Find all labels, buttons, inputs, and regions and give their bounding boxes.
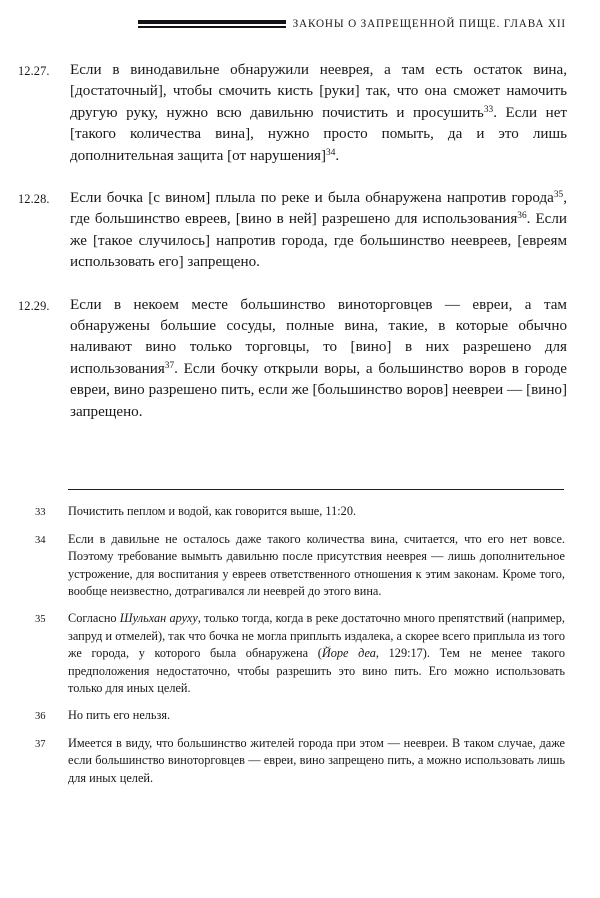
halacha-number: 12.28.: [18, 192, 50, 207]
halacha-number: 12.27.: [18, 64, 50, 78]
footnotes-block: [35, 489, 565, 787]
footnote-number: 34: [35, 534, 46, 546]
running-head: [0, 18, 566, 30]
halacha-text: Если в некоем месте большинство виноторговцев — евреи, а там обнаружены большие сосуды, полные вина, такие, в которые обычно наливают вино только торговцы, то [вино] в них разрешено для использования$^{37}$. Если бочку открыли воры, а большинство воров в городе евреи, вино разрешено пить, если же [большинство воров] неевреи — [вино] запрещено.: [70, 296, 567, 420]
footnote-item: [35, 610, 565, 698]
footnote-text: Почистить пеплом и водой, как говорится выше, 11:20.: [68, 504, 357, 518]
footnote-item: [35, 531, 565, 601]
footnote-text: Если в давильне не осталось даже такого количества вина, считается, что его нет вовсе. Поэтому требование вымыть давильню после присутствия нееврея — лишь дополнительное устрожение, для воспитания у евреев ответственного отношения к этим законам. Кроме того, вообще неизвестно, дотрагивался ли нееврей до этого вина.: [68, 531, 565, 599]
footnote-number: 37: [35, 738, 46, 750]
footnote-item: [35, 707, 565, 726]
footnote-number: 33: [35, 507, 46, 518]
halacha-number: 12.29.: [18, 298, 50, 313]
footnote-item: [35, 735, 565, 788]
halacha-text: Если бочка [с вином] плыла по реке и была обнаружена напротив города$^{35}$, где большинство евреев, [вино в ней] разрешено для использования$^{36}$. Если же [такое случилось] напротив города, где большинство неевреев, [евреям использовать его] запрещено.: [70, 190, 567, 271]
footnote-text: Но пить его нельзя.: [68, 707, 171, 722]
halacha-entry: [18, 60, 567, 167]
footnote-item: [35, 503, 565, 522]
decorative-double-rule-icon: [138, 20, 286, 28]
body-text-block: [18, 60, 567, 423]
footnote-number: 35: [35, 613, 46, 625]
halacha-entry: [18, 295, 567, 423]
footnote-text: Согласно Шульхан аруху, только тогда, когда в реке достаточно много препятствий (например, запруд и отмелей), так что бочка не могла приплыть издалека, а скорее всего приплыла из того же города, у которого была обнаружена (Йоре деа, 129:17). Тем не менее такого предположения недостаточно, чтобы разрешить это вино пить. Его можно использовать только для иных целей.: [68, 610, 566, 696]
halacha-text: Если в винодавильне обнаружили нееврея, а там есть остаток вина, [достаточный], чтобы смочить кисть [руки] так, что она сможет намочить другую руку, нужно всю давильню почистить и просушить$^{33}$. Если нет [такого количества вина], нужно просто помыть, да и это лишь дополнительная защита [от нарушения]$^{34}$.: [70, 62, 567, 164]
footnote-text: Имеется в виду, что большинство жителей города при этом — неевреи. В таком случае, даже если большинство виноторговцев — евреи, вино запрещено пить, а можно использовать лишь для иных целей.: [68, 735, 565, 785]
running-head-title: ЗАКОНЫ О ЗАПРЕЩЕННОЙ ПИЩЕ. ГЛАВА XII: [292, 18, 566, 30]
footnote-separator-rule: [68, 489, 564, 490]
footnote-number: 36: [35, 710, 46, 722]
halacha-entry: [18, 188, 567, 274]
